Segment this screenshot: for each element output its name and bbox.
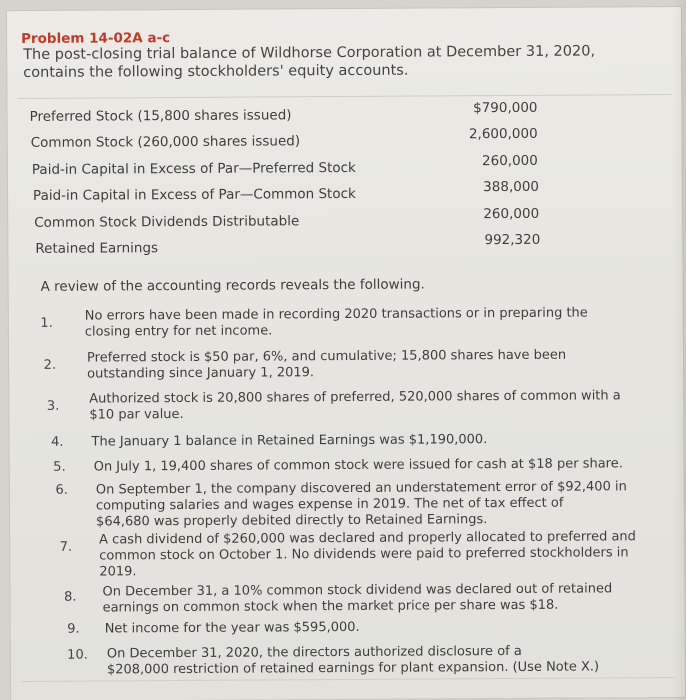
list-item-number: 6.: [55, 482, 68, 498]
list-item-number: 5.: [53, 459, 66, 475]
account-amount: 2,600,000: [468, 125, 538, 143]
divider: [21, 677, 675, 695]
list-item: Net income for the year was $595,000.: [104, 619, 360, 637]
account-name: Paid-in Capital in Excess of Par—Preferred Stock: [31, 159, 356, 178]
account-amount: 260,000: [481, 152, 538, 170]
account-amount: 260,000: [483, 205, 540, 223]
account-amount: 388,000: [483, 178, 540, 196]
list-item-number: 1.: [40, 315, 53, 331]
list-item-number: 4.: [51, 434, 64, 450]
list-item: Authorized stock is 20,800 shares of preferred, 520,000 shares of common with a $10 par value.: [89, 388, 621, 423]
list-item-number: 10.: [67, 647, 88, 663]
list-item: On December 31, a 10% common stock dividend was declared out of retained earnings on common stock when the market price per share was $18.: [102, 581, 613, 616]
account-name: Common Stock (260,000 shares issued): [30, 133, 301, 151]
list-item-number: 8.: [64, 589, 77, 605]
account-name: Paid-in Capital in Excess of Par—Common Stock: [32, 185, 356, 204]
list-item: On July 1, 19,400 shares of common stock were issued for cash at $18 per share.: [93, 456, 623, 475]
list-item: On December 31, 2020, the directors authorized disclosure of a $208,000 restriction of retained earnings for plant expansion. (Use Note X.): [106, 643, 600, 678]
account-name: Retained Earnings: [35, 240, 159, 257]
list-item: On September 1, the company discovered an understatement error of $92,400 in computing salaries and wages expense in 2019. The net of tax effect of $64,680 was properly debited directly to Retained Earnings.: [95, 479, 627, 530]
list-item-number: 2.: [43, 357, 57, 373]
list-item: No errors have been made in recording 2020 transactions or in preparing the closing entry for net income.: [84, 305, 588, 340]
account-amount: 992,320: [484, 231, 541, 249]
problem-page: [6, 6, 686, 700]
list-item-number: 7.: [59, 539, 73, 555]
list-item: A cash dividend of $260,000 was declared and properly allocated to preferred and common stock on October 1. No dividends were paid to preferred stockholders in 2019.: [99, 529, 636, 580]
list-item: The January 1 balance in Retained Earnings was $1,190,000.: [91, 432, 488, 450]
account-amount: $790,000: [473, 99, 538, 117]
list-item-number: 3.: [46, 398, 60, 414]
account-name: Preferred Stock (15,800 shares issued): [29, 107, 292, 125]
list-item-number: 9.: [67, 621, 80, 637]
problem-title: Problem 14-02A a-c: [21, 30, 171, 47]
list-item: Preferred stock is $50 par, 6%, and cumulative; 15,800 shares have been outstanding since January 1, 2019.: [86, 347, 567, 382]
review-intro: A review of the accounting records reveals the following.: [40, 276, 425, 295]
problem-intro: The post-closing trial balance of Wildhorse Corporation at December 31, 2020, contains the following stockholders' equity accounts.: [23, 43, 596, 81]
account-name: Common Stock Dividends Distributable: [34, 213, 300, 231]
